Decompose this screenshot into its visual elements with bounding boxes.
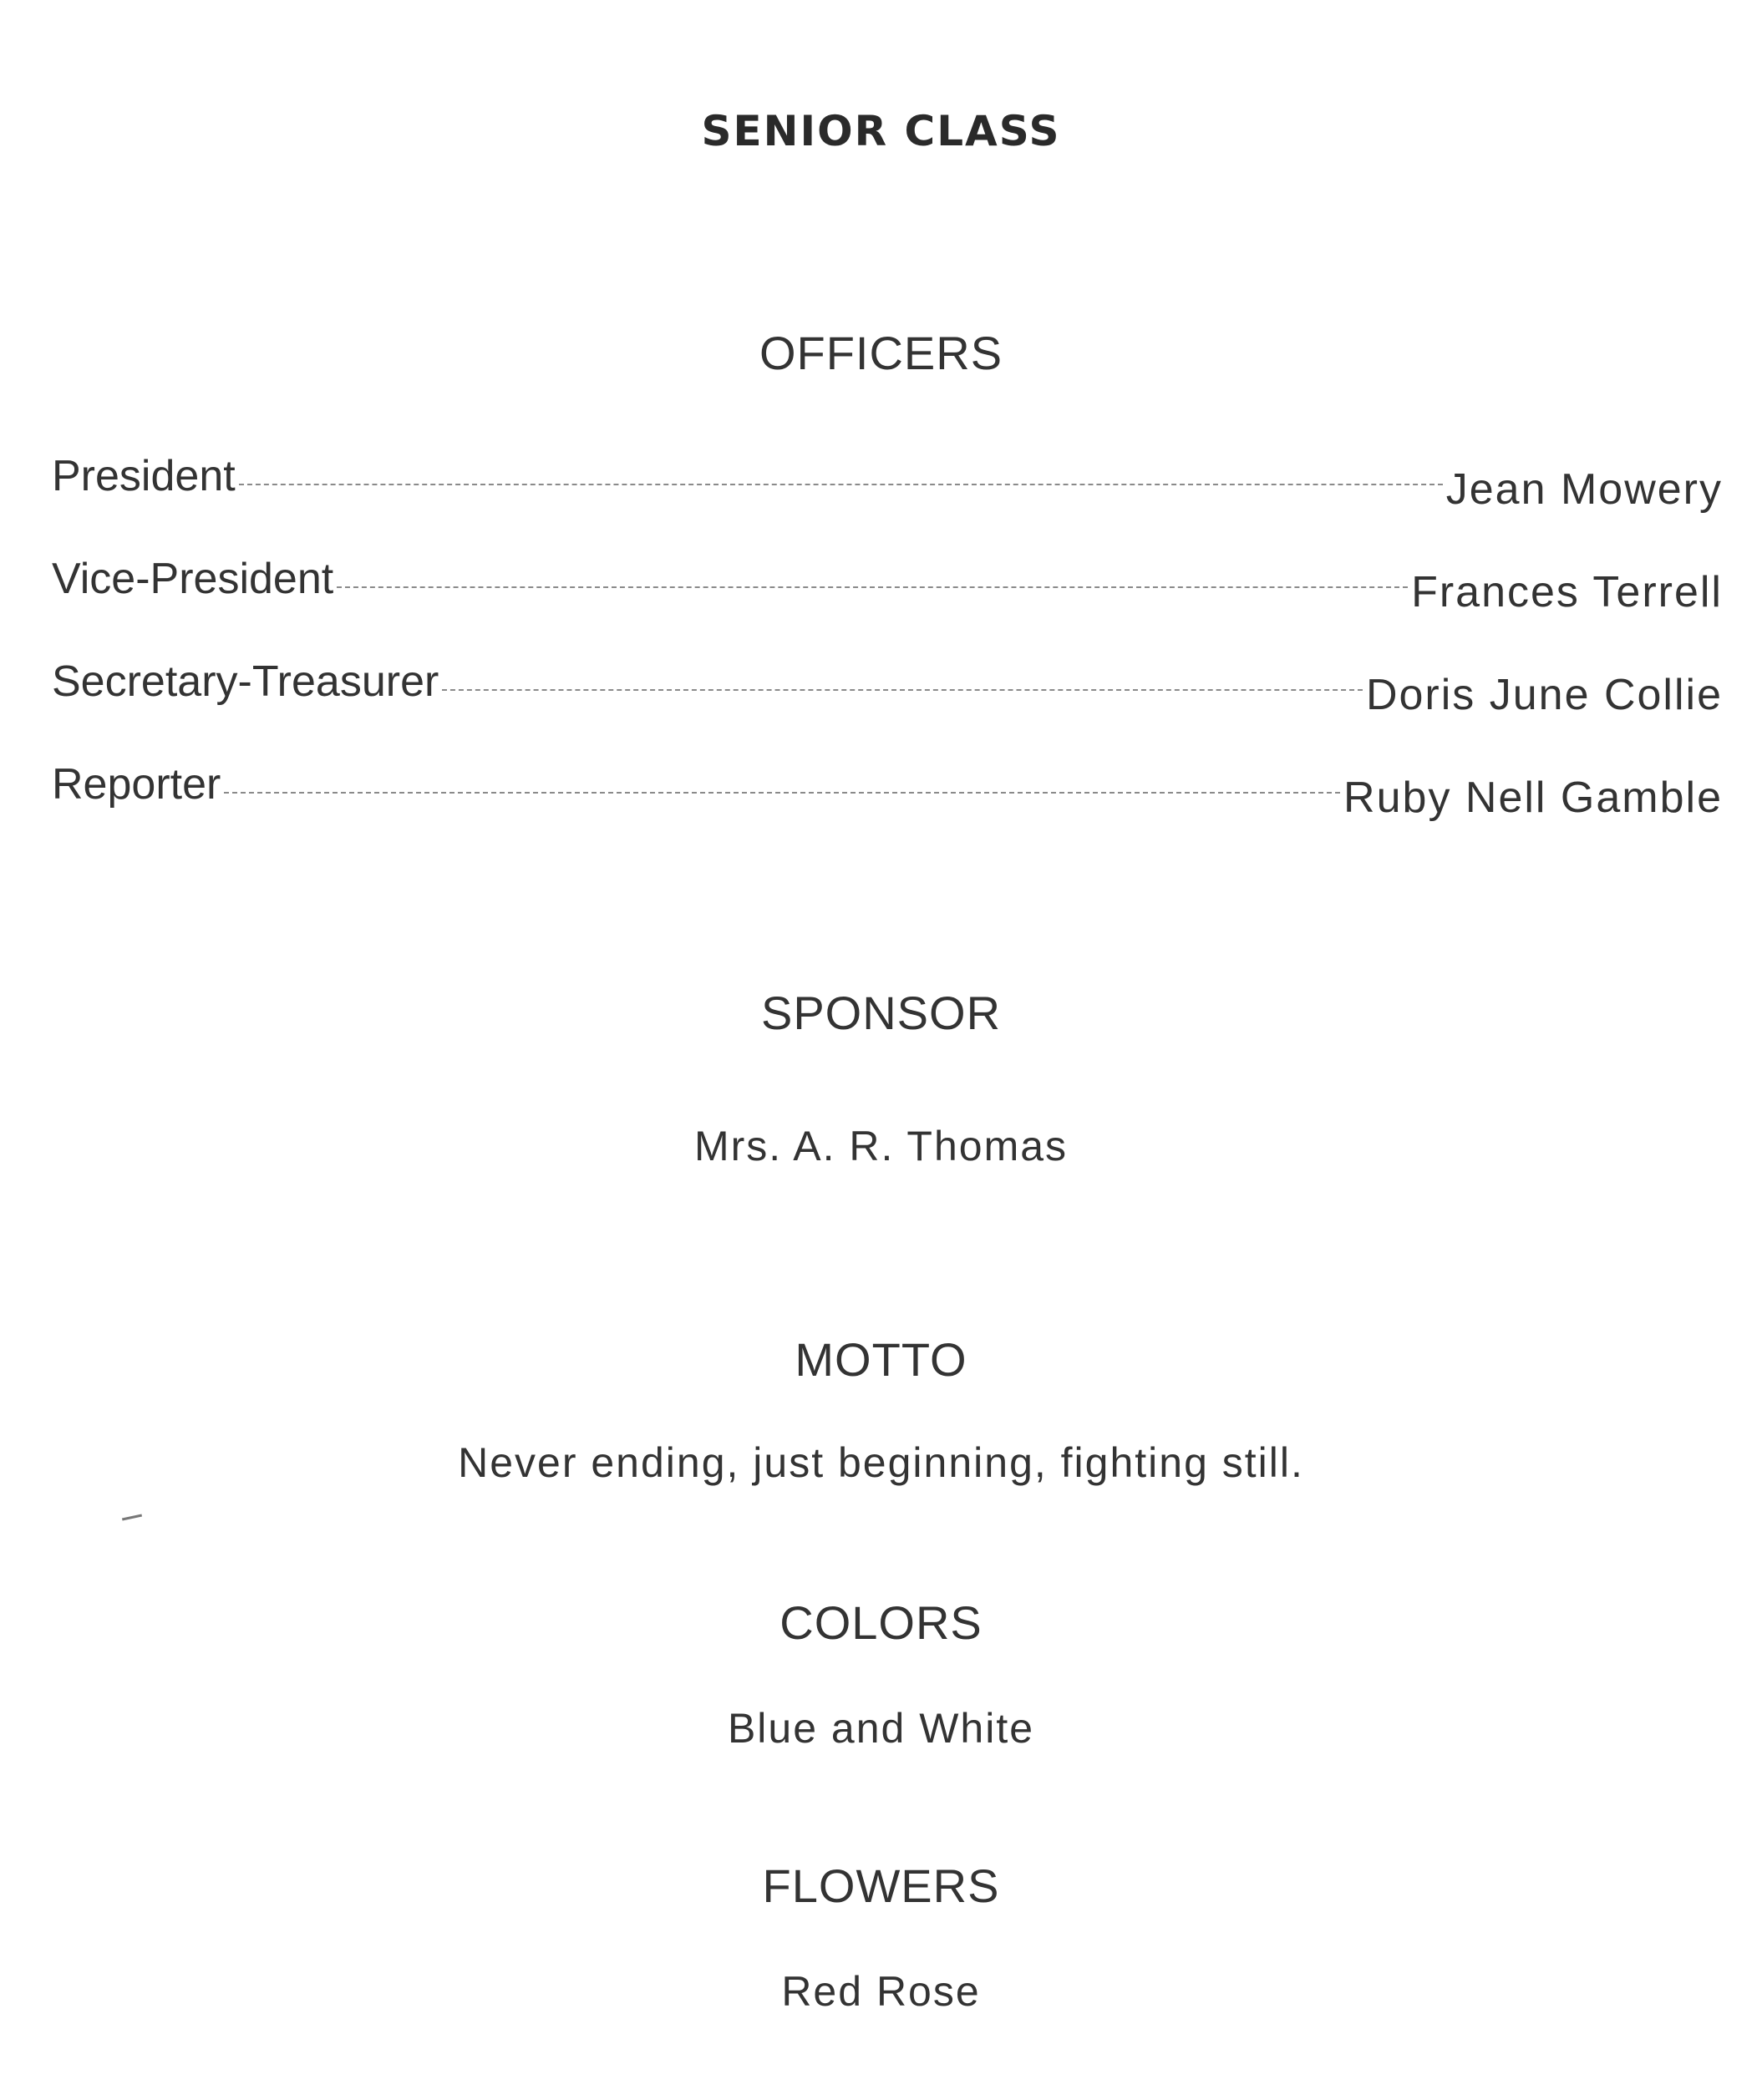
print-speck xyxy=(122,1514,142,1521)
officer-row-reporter xyxy=(52,759,1723,822)
officer-row-secretary-treasurer xyxy=(52,657,1723,719)
officer-row-president xyxy=(52,451,1723,514)
officer-name: Jean Mowery xyxy=(1445,465,1723,514)
officer-name: Ruby Nell Gamble xyxy=(1343,774,1723,822)
dotted-leader xyxy=(337,586,1408,588)
officer-role: Reporter xyxy=(52,760,221,809)
officers-heading: OFFICERS xyxy=(759,327,1003,379)
dotted-leader xyxy=(442,689,1363,691)
officer-name: Frances Terrell xyxy=(1411,568,1723,616)
officer-role: Vice-President xyxy=(52,555,334,603)
dotted-leader xyxy=(239,484,1443,485)
colors-text: Blue and White xyxy=(727,1705,1035,1752)
officer-name: Doris June Collie xyxy=(1365,671,1723,719)
page-title: SENIOR CLASS xyxy=(701,107,1061,155)
officer-row-vice-president xyxy=(52,554,1723,616)
motto-heading: MOTTO xyxy=(795,1333,967,1386)
sponsor-heading: SPONSOR xyxy=(760,987,1002,1039)
sponsor-name: Mrs. A. R. Thomas xyxy=(693,1123,1069,1169)
colors-heading: COLORS xyxy=(779,1596,983,1649)
motto-text: Never ending, just beginning, fighting still. xyxy=(458,1439,1304,1486)
dotted-leader xyxy=(224,792,1340,794)
flowers-text: Red Rose xyxy=(781,1968,981,2015)
officers-list xyxy=(52,451,1723,862)
officer-role: President xyxy=(52,452,236,500)
flowers-heading: FLOWERS xyxy=(762,1859,1000,1912)
officer-role: Secretary-Treasurer xyxy=(52,657,439,706)
